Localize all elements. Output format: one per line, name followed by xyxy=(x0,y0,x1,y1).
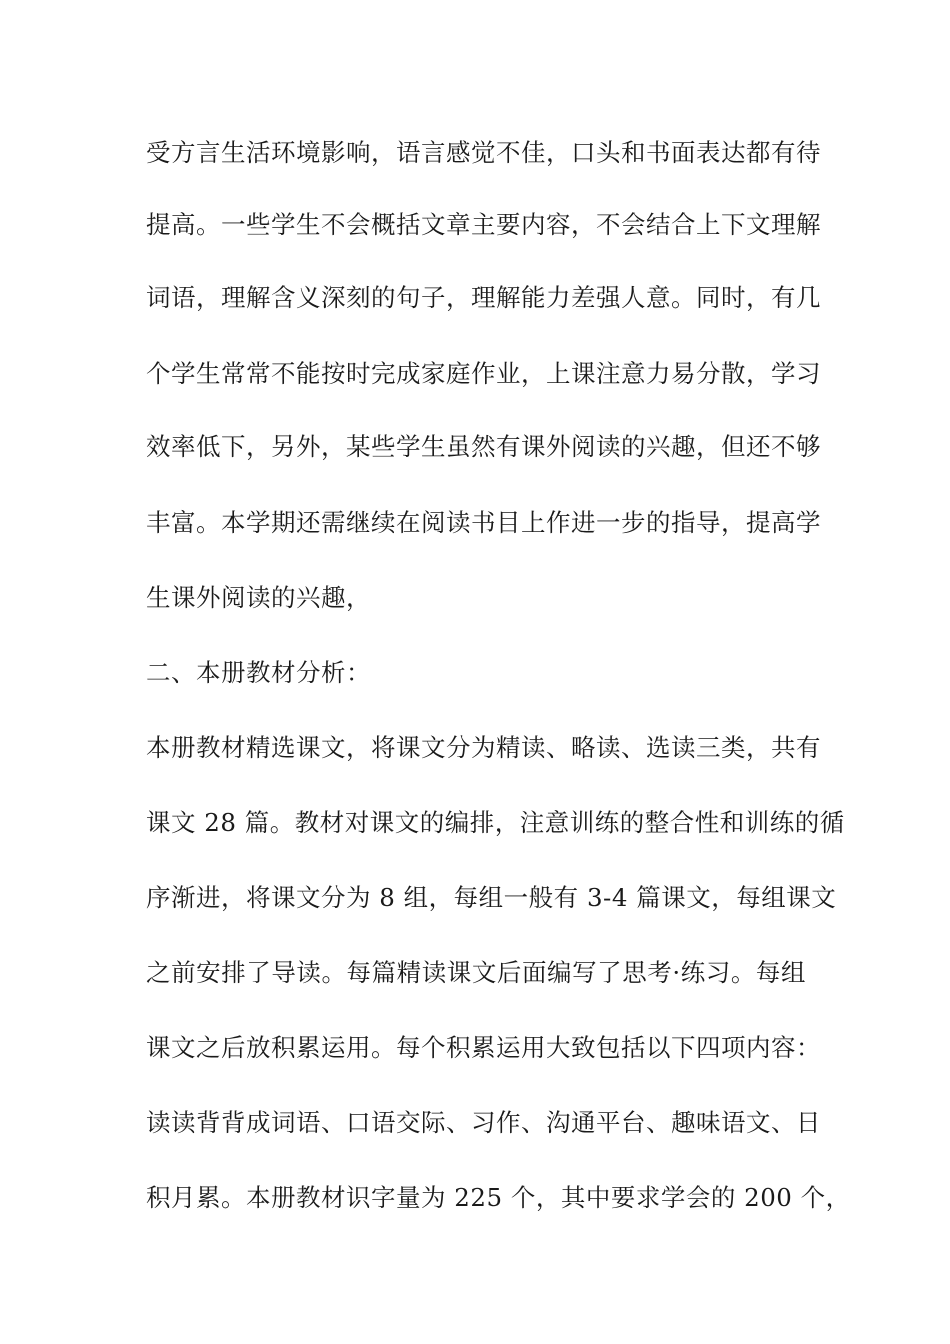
text-line-5: 效率低下，另外，某些学生虽然有课外阅读的兴趣，但还不够 xyxy=(146,432,821,461)
text-line-6: 丰富。本学期还需继续在阅读书目上作进一步的指导，提高学 xyxy=(146,508,821,537)
text-line-1: 受方言生活环境影响，语言感觉不佳，口头和书面表达都有待 xyxy=(146,138,821,167)
text-line-9: 本册教材精选课文，将课文分为精读、略读、选读三类，共有 xyxy=(146,733,821,762)
text-line-15: 积月累。本册教材识字量为 225 个，其中要求学会的 200 个， xyxy=(146,1183,851,1212)
text-line-7: 生课外阅读的兴趣， xyxy=(146,583,371,612)
text-line-2: 提高。一些学生不会概括文章主要内容，不会结合上下文理解 xyxy=(146,210,821,239)
text-line-10: 课文 28 篇。教材对课文的编排，注意训练的整合性和训练的循 xyxy=(146,808,845,837)
text-line-11: 序渐进，将课文分为 8 组，每组一般有 3-4 篇课文，每组课文 xyxy=(146,883,837,912)
text-line-13: 课文之后放积累运用。每个积累运用大致包括以下四项内容： xyxy=(146,1033,821,1062)
text-line-3: 词语，理解含义深刻的句子，理解能力差强人意。同时，有几 xyxy=(146,283,821,312)
section-heading: 二、本册教材分析： xyxy=(146,658,371,687)
text-line-14: 读读背背成词语、口语交际、习作、沟通平台、趣味语文、日 xyxy=(146,1108,821,1137)
text-line-4: 个学生常常不能按时完成家庭作业，上课注意力易分散，学习 xyxy=(146,359,821,388)
text-line-12: 之前安排了导读。每篇精读课文后面编写了思考·练习。每组 xyxy=(146,958,806,987)
